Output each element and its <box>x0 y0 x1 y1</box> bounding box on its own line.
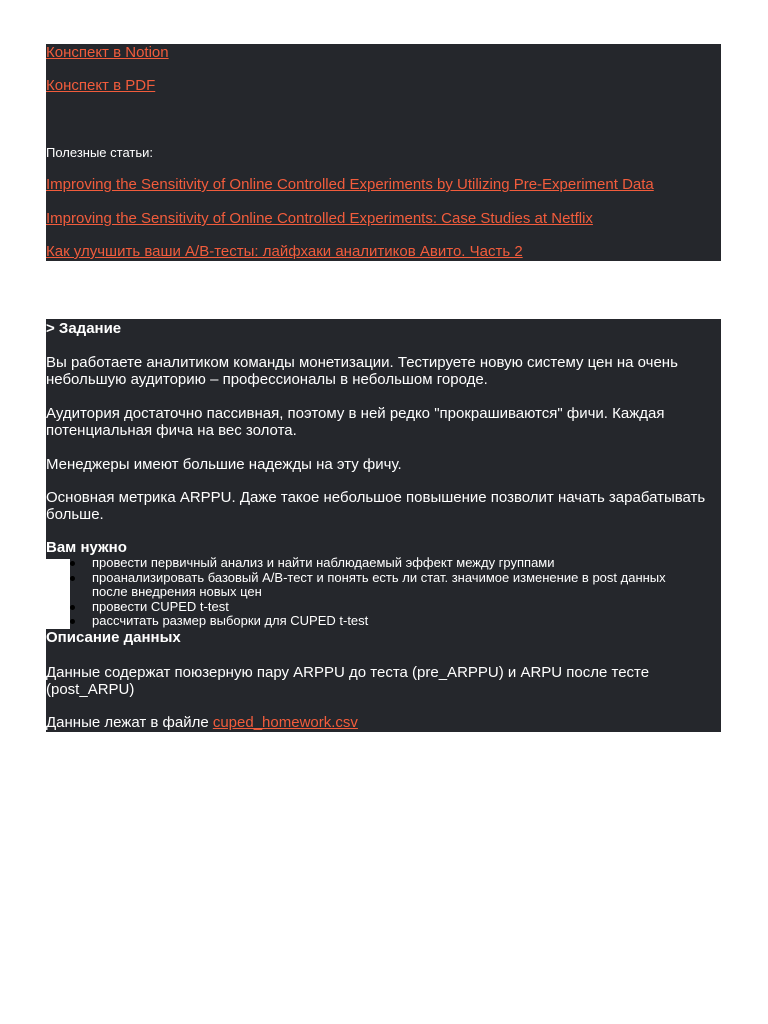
task-paragraph-3: Менеджеры имеют большие надежды на эту фичу. <box>46 456 402 473</box>
task-heading: > Задание <box>46 320 122 337</box>
data-description-paragraph: Данные содержат поюзерную пару ARPPU до теста (pre_ARPPU) и ARPU после тесте (post_ARPU) <box>46 664 650 698</box>
list-item: рассчитать размер выборки для CUPED t-test <box>92 614 702 629</box>
bullet-icon <box>70 561 75 566</box>
task-panel <box>46 319 721 732</box>
list-item: проанализировать базовый A/B-тест и понять есть ли стат. значимое изменение в post данных после внедрения новых цен <box>92 571 702 600</box>
list-marker-strip <box>46 559 70 629</box>
task-paragraph-2: Аудитория достаточно пассивная, поэтому в ней редко "прокрашиваются" фичи. Каждая потенциальная фича на вес золота. <box>46 405 665 439</box>
task-list <box>92 556 702 629</box>
data-description-heading: Описание данных <box>46 629 181 646</box>
task-paragraph-4: Основная метрика ARPPU. Даже такое небольшое повышение позволит начать зарабатывать больше. <box>46 489 706 523</box>
article-link-3[interactable]: Как улучшить ваши A/B-тесты: лайфхаки аналитиков Авито. Часть 2 <box>46 243 523 260</box>
links-panel <box>46 44 721 261</box>
bullet-icon <box>70 576 75 581</box>
article-link-2[interactable]: Improving the Sensitivity of Online Controlled Experiments: Case Studies at Netflix <box>46 210 593 227</box>
data-file-link[interactable]: cuped_homework.csv <box>212 714 358 731</box>
useful-articles-label: Полезные статьи: <box>46 145 153 160</box>
bullet-icon <box>70 605 75 610</box>
bullet-icon <box>70 619 75 624</box>
notion-notes-link[interactable]: Конспект в Notion <box>46 44 169 61</box>
data-file-paragraph: Данные лежат в файле cuped_homework.csv <box>46 714 358 731</box>
list-item: провести CUPED t-test <box>92 600 702 615</box>
need-heading: Вам нужно <box>46 539 127 556</box>
pdf-notes-link[interactable]: Конспект в PDF <box>46 77 156 94</box>
task-paragraph-1: Вы работаете аналитиком команды монетизации. Тестируете новую систему цен на очень небольшую аудиторию – профессионалы в небольшом городе. <box>46 354 678 388</box>
list-item: провести первичный анализ и найти наблюдаемый эффект между группами <box>92 556 702 571</box>
article-link-1[interactable]: Improving the Sensitivity of Online Controlled Experiments by Utilizing Pre-Experiment Data <box>46 176 654 193</box>
